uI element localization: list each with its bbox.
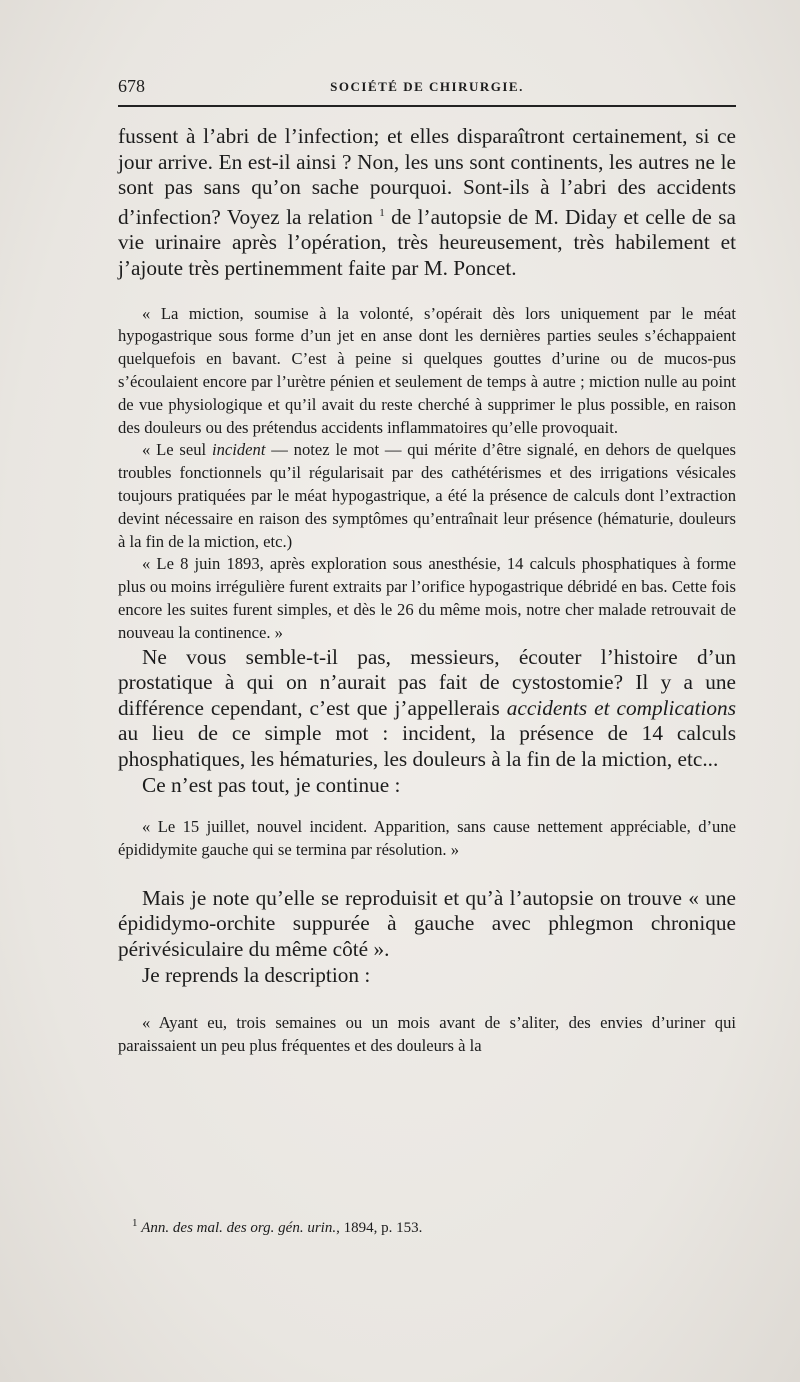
footnote	[118, 1217, 736, 1237]
paragraph	[118, 439, 736, 553]
paragraph	[118, 773, 736, 799]
page-number: 678	[118, 76, 145, 96]
text-run: Je reprends la description :	[142, 962, 371, 987]
text-run: « Le 8 juin 1893, après exploration sous anesthésie, 14 calculs phosphatiques à forme plus ou moins irrégulière furent extraits par l’orifice hypogastrique débridé en bas. Cette fois encore les suites furent simples, et dès le 26 du même mois, notre cher malade retrouvait de nouveau la continence. »	[118, 554, 736, 642]
header-rule	[118, 105, 736, 107]
text-run: « Ayant eu, trois semaines ou un mois avant de s’aliter, des envies d’uriner qui paraissaient un peu plus fréquentes et des douleurs à la	[118, 1013, 736, 1055]
text-run: « La miction, soumise à la volonté, s’opérait dès lors uniquement par le méat hypogastrique sous forme d’un jet en anse dont les dernières parties seules s’échappaient quelquefois en bavant. C’est à peine si quelques gouttes d’urine ou de mucos-pus s’écoulaient encore par l’urètre pénien et seulement de temps à autre ; miction nulle au point de vue physiologique et qu’il avait du reste cherché à supprimer le plus possible, en raison des douleurs ou des prétendus accidents inflammatoires qu’elle provoquait.	[118, 303, 736, 437]
paragraph	[118, 1012, 736, 1058]
body-text	[118, 124, 736, 1058]
text-run: « Le 15 juillet, nouvel incident. Apparition, sans cause nettement appréciable, d’une épididymite gauche qui se termina par résolution. »	[118, 817, 736, 859]
paragraph	[118, 303, 736, 440]
text-run: au lieu de ce simple mot : incident, la présence de 14 calculs phosphatiques, les hématuries, les douleurs à la fin de la miction, etc...	[118, 721, 736, 771]
paragraph	[118, 816, 736, 862]
text-run: « Le seul	[142, 440, 212, 460]
paragraph	[118, 553, 736, 644]
text-run: Mais je note qu’elle se reproduisit et qu’à l’autopsie on trouve « une épididymo-orchite suppurée à gauche avec phlegmon chronique périvésiculaire du même côté ».	[118, 885, 736, 961]
paragraph	[118, 124, 736, 282]
text-run: fussent à l’abri de l’infection; et elles disparaîtront certainement, si ce jour arrive. En est-il ainsi ? Non, les uns sont continents, les autres ne le sont pas sans qu’on sache pourquoi. Sont-ils à l’abri des accidents d’infection? Voyez la relation	[118, 124, 736, 229]
italic-text: accidents et complications	[506, 695, 736, 720]
text-run: de l’autopsie de M. Diday et celle de sa vie urinaire après l’opération, très heureusement, très habilement et j’ajoute très pertinemment faite par M. Poncet.	[118, 204, 736, 281]
text-run: — notez le mot — qui mérite d’être signalé, en dehors de quelques troubles fonctionnels qu’il régularisait par des cathétérismes et des irrigations vésicales toujours pratiquées par le méat hypogastrique, a été la présence de calculs dont l’extraction devint nécessaire en raison des symptômes qu’entraînait leur présence (hématurie, douleurs à la fin de la miction, etc.)	[118, 440, 736, 551]
italic-text: incident	[212, 440, 266, 460]
footnote-details: , 1894, p. 153.	[336, 1220, 423, 1236]
footnote-ref: 1	[379, 206, 385, 219]
text-run: Ce n’est pas tout, je continue :	[142, 772, 401, 797]
running-head: SOCIÉTÉ DE CHIRURGIE.	[330, 79, 524, 94]
text-run: Ne vous semble-t-il pas, messieurs, écouter l’histoire d’un prostatique à qui on n’aurait pas fait de cystostomie? Il y a une différence cependant, c’est que j’appellerais	[118, 644, 736, 720]
footnote-source: Ann. des mal. des org. gén. urin.	[141, 1220, 337, 1236]
footnote-marker: 1	[132, 1217, 138, 1229]
paragraph	[118, 963, 736, 989]
paragraph	[118, 645, 736, 773]
page-header	[118, 76, 736, 102]
paragraph	[118, 886, 736, 963]
